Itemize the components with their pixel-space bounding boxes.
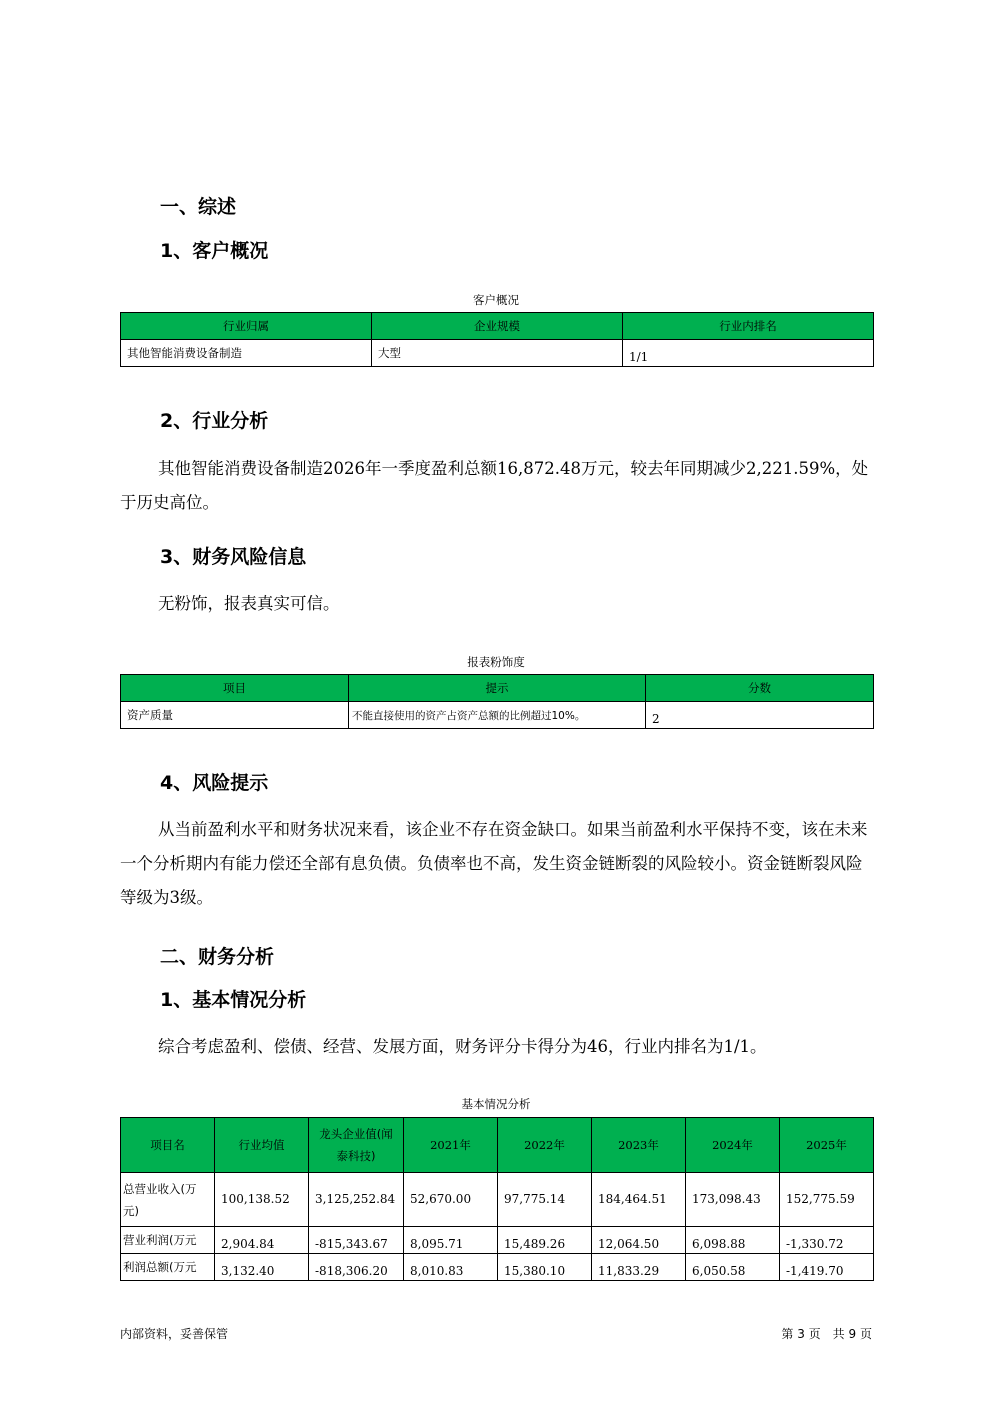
- table-cell: 11,833.29: [592, 1254, 686, 1281]
- table-cell: 97,775.14: [498, 1173, 592, 1227]
- table-cell: 15,489.26: [498, 1227, 592, 1254]
- table-header: 龙头企业值(闻泰科技): [309, 1118, 404, 1173]
- table-cell: 利润总额(万元: [121, 1254, 215, 1281]
- section-title-overview: 一、综述: [160, 196, 237, 218]
- footer-confidential-note: 内部资料，妥善保管: [120, 1327, 229, 1341]
- whitewash-table: [120, 674, 874, 729]
- table-header: 行业归属: [121, 313, 372, 340]
- table-header: 2023年: [592, 1118, 686, 1173]
- table-cell: 3,132.40: [215, 1254, 309, 1281]
- table-cell: 2: [646, 702, 874, 729]
- page-label: 页 共: [808, 1327, 845, 1341]
- subsection-title-customer: 1、客户概况: [160, 240, 269, 262]
- table-cell: -1,330.72: [780, 1227, 874, 1254]
- table-header: 行业均值: [215, 1118, 309, 1173]
- page-current: 3: [797, 1327, 805, 1341]
- table-header: 企业规模: [372, 313, 623, 340]
- table-caption-basic-analysis: 基本情况分析: [461, 1097, 531, 1111]
- page-label: 第: [781, 1327, 794, 1341]
- table-cell: 100,138.52: [215, 1173, 309, 1227]
- customer-overview-table: [120, 312, 874, 367]
- paragraph-financial-risk: 无粉饰，报表真实可信。: [158, 594, 340, 613]
- table-cell: -815,343.67: [309, 1227, 404, 1254]
- table-cell: 总营业收入(万元): [121, 1173, 215, 1227]
- table-cell: 152,775.59: [780, 1173, 874, 1227]
- table-header: 行业内排名: [623, 313, 874, 340]
- table-header: 项目名: [121, 1118, 215, 1173]
- paragraph-industry: 其他智能消费设备制造2026年一季度盈利总额16,872.48万元，较去年同期减少2,221.59%，处于历史高位。: [120, 459, 869, 512]
- paragraph-basic-analysis: 综合考虑盈利、偿债、经营、发展方面，财务评分卡得分为46，行业内排名为1/1。: [158, 1037, 767, 1056]
- page-label: 页: [859, 1327, 872, 1341]
- table-cell: 6,050.58: [686, 1254, 780, 1281]
- table-cell: 其他智能消费设备制造: [121, 340, 372, 367]
- table-cell: 6,098.88: [686, 1227, 780, 1254]
- table-cell: 8,095.71: [404, 1227, 498, 1254]
- table-caption-whitewash: 报表粉饰度: [467, 655, 525, 669]
- subsection-title-basic-analysis: 1、基本情况分析: [160, 989, 307, 1011]
- page-total: 9: [848, 1327, 857, 1341]
- section-title-financial-analysis: 二、财务分析: [160, 946, 275, 968]
- table-cell: 营业利润(万元: [121, 1227, 215, 1254]
- table-cell: -1,419.70: [780, 1254, 874, 1281]
- table-header: 2025年: [780, 1118, 874, 1173]
- table-cell: 大型: [372, 340, 623, 367]
- table-row: [121, 1227, 874, 1254]
- paragraph-risk-warning: 从当前盈利水平和财务状况来看，该企业不存在资金缺口。如果当前盈利水平保持不变，该在未来一个分析期内有能力偿还全部有息负债。负债率也不高，发生资金链断裂的风险较小。资金链断裂风险等级为3级。: [120, 820, 868, 907]
- subsection-title-financial-risk: 3、财务风险信息: [160, 546, 307, 568]
- table-cell: 不能直接使用的资产占资产总额的比例超过10%。: [349, 702, 646, 729]
- table-caption-customer: 客户概况: [473, 293, 519, 307]
- table-cell: -818,306.20: [309, 1254, 404, 1281]
- subsection-title-industry: 2、行业分析: [160, 410, 269, 432]
- table-header: 提示: [349, 675, 646, 702]
- table-cell: 3,125,252.84: [309, 1173, 404, 1227]
- table-cell: 15,380.10: [498, 1254, 592, 1281]
- table-row: [121, 1173, 874, 1227]
- table-cell: 12,064.50: [592, 1227, 686, 1254]
- table-header: 2024年: [686, 1118, 780, 1173]
- table-header: 2022年: [498, 1118, 592, 1173]
- table-cell: 8,010.83: [404, 1254, 498, 1281]
- table-header: 分数: [646, 675, 874, 702]
- basic-analysis-table: [120, 1117, 874, 1281]
- table-cell: 2,904.84: [215, 1227, 309, 1254]
- table-cell: 资产质量: [121, 702, 349, 729]
- table-header: 2021年: [404, 1118, 498, 1173]
- table-row: [121, 1254, 874, 1281]
- table-cell: 173,098.43: [686, 1173, 780, 1227]
- subsection-title-risk-warning: 4、风险提示: [160, 772, 269, 794]
- footer-page-number: [781, 1325, 872, 1342]
- table-row: [121, 340, 874, 367]
- table-header: 项目: [121, 675, 349, 702]
- table-cell: 1/1: [623, 340, 874, 367]
- table-cell: 184,464.51: [592, 1173, 686, 1227]
- table-row: [121, 702, 874, 729]
- table-cell: 52,670.00: [404, 1173, 498, 1227]
